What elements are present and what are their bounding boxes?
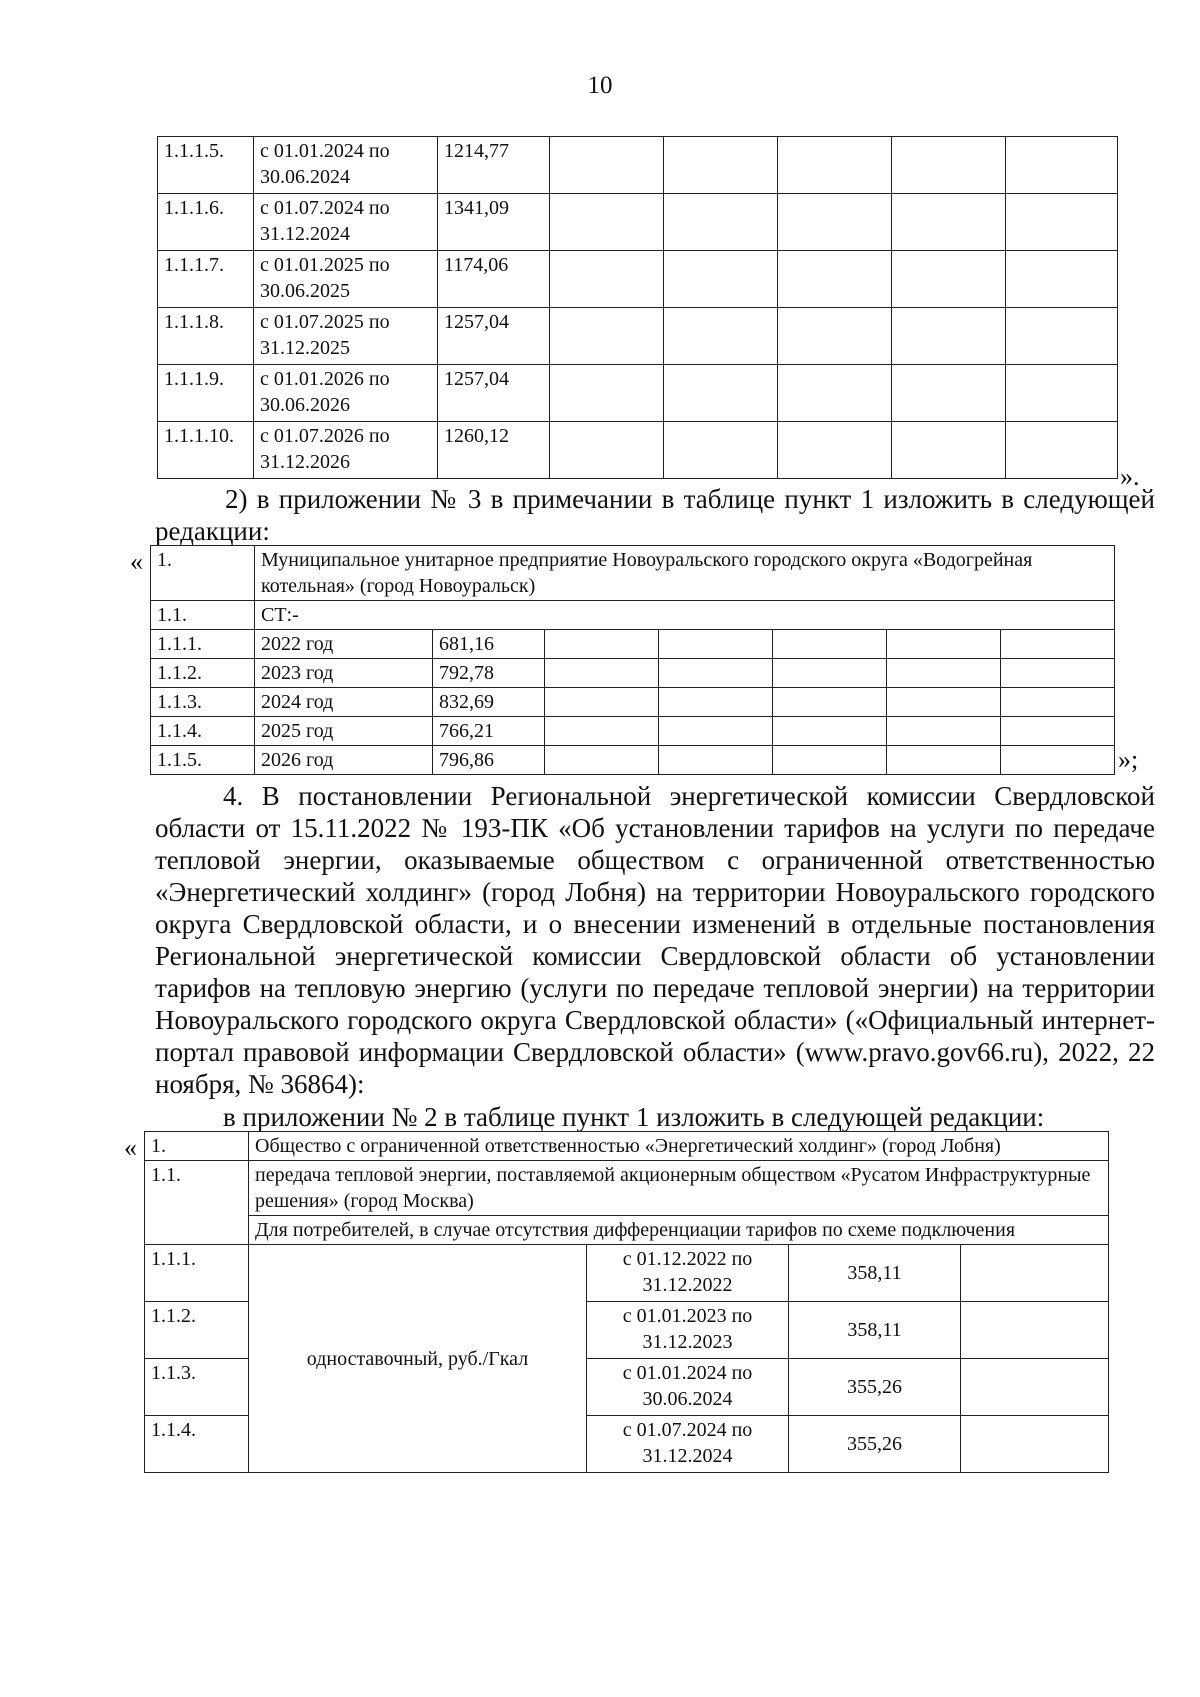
table-row: [151, 746, 1115, 775]
opening-quote-table2: «: [130, 547, 143, 576]
row-value: 766,21: [433, 717, 545, 746]
table-row: [158, 194, 1118, 251]
row-value: 792,78: [433, 659, 545, 688]
row-value: 358,11: [789, 1245, 961, 1302]
row-code: 1.1.1.5.: [158, 137, 254, 194]
header-code: 1.: [151, 546, 255, 601]
row-value: 358,11: [789, 1302, 961, 1359]
consumers-label: Для потребителей, в случае отсутствия дифференциации тарифов по схеме подключения: [249, 1216, 1109, 1245]
row-code: 1.1.2.: [151, 659, 255, 688]
row-period: с 01.01.2024 по 30.06.2024: [254, 137, 438, 194]
table-row: [151, 717, 1115, 746]
tariff-table-continued: [157, 136, 1118, 479]
row-value: 681,16: [433, 630, 545, 659]
table-row: [145, 1245, 1109, 1302]
row-period: с 01.01.2023 по 31.12.2023: [587, 1302, 789, 1359]
row-code: 1.1.3.: [145, 1359, 249, 1416]
row-value: 1257,04: [438, 365, 550, 422]
row-value: 1257,04: [438, 308, 550, 365]
page-number: 10: [587, 72, 613, 99]
row-period: с 01.12.2022 по 31.12.2022: [587, 1245, 789, 1302]
row-period: с 01.01.2025 по 30.06.2025: [254, 251, 438, 308]
row-code: 1.1.1.: [145, 1245, 249, 1302]
table-consumers-row: [145, 1216, 1109, 1245]
row-period: с 01.07.2026 по 31.12.2026: [254, 422, 438, 479]
table-subheader-row: [145, 1161, 1109, 1216]
rate-label: одноставочный, руб./Гкал: [249, 1245, 587, 1473]
row-period: с 01.01.2024 по 30.06.2024: [587, 1359, 789, 1416]
row-year: 2023 год: [255, 659, 433, 688]
opening-quote-table3: «: [124, 1133, 137, 1162]
row-value: 355,26: [789, 1416, 961, 1473]
table-row: [151, 688, 1115, 717]
closing-quote-table1: ».: [1120, 462, 1140, 491]
row-code: 1.1.1.9.: [158, 365, 254, 422]
header-code: 1.: [145, 1132, 249, 1161]
row-code: 1.1.1.7.: [158, 251, 254, 308]
closing-quote-table2: »;: [1118, 745, 1139, 774]
row-code: 1.1.4.: [151, 717, 255, 746]
row-year: 2026 год: [255, 746, 433, 775]
row-year: 2024 год: [255, 688, 433, 717]
table-row: [151, 659, 1115, 688]
header-organization: Общество с ограниченной ответственностью «Энергетический холдинг» (город Лобня): [249, 1132, 1109, 1161]
table-row: [158, 308, 1118, 365]
sub-label: передача тепловой энергии, поставляемой акционерным обществом «Русатом Инфраструктурные решения» (город Москва): [249, 1161, 1109, 1216]
sub-code: 1.1.: [151, 601, 255, 630]
row-value: 1260,12: [438, 422, 550, 479]
row-code: 1.1.1.8.: [158, 308, 254, 365]
row-code: 1.1.1.10.: [158, 422, 254, 479]
header-organization: Муниципальное унитарное предприятие Новоуральского городского округа «Водогрейная котельная» (город Новоуральск): [255, 546, 1115, 601]
paragraph-4: 4. В постановлении Региональной энергетической комиссии Свердловской области от 15.11.2022 № 193-ПК «Об установлении тарифов на услуги по передаче тепловой энергии, оказываемые обществом с ограниченной ответственностью «Энергетический холдинг» (город Лобня) на территории Новоуральского городского округа Свердловской области, и о внесении изменений в отдельные постановления Региональной энергетической комиссии Свердловской области об установлении тарифов на тепловую энергию (услуги по передаче тепловой энергии) на территории Новоуральского городского округа Свердловской области» («Официальный интернет-портал правовой информации Свердловской области» (www.pravo.gov66.ru), 2022, 22 ноября, № 36864):: [155, 781, 1155, 1099]
row-period: с 01.07.2025 по 31.12.2025: [254, 308, 438, 365]
row-period: с 01.07.2024 по 31.12.2024: [254, 194, 438, 251]
table-header-row: [145, 1132, 1109, 1161]
row-code: 1.1.5.: [151, 746, 255, 775]
table-subheader-row: [151, 601, 1115, 630]
row-period: с 01.07.2024 по 31.12.2024: [587, 1416, 789, 1473]
paragraph-2: 2) в приложении № 3 в примечании в таблице пункт 1 изложить в следующей редакции:: [155, 484, 1155, 546]
table-row: [158, 137, 1118, 194]
row-value: 1214,77: [438, 137, 550, 194]
table-row: [151, 630, 1115, 659]
row-code: 1.1.1.6.: [158, 194, 254, 251]
sub-label: СТ:-: [255, 601, 1115, 630]
sub-code: 1.1.: [145, 1161, 249, 1245]
row-year: 2025 год: [255, 717, 433, 746]
row-value: 832,69: [433, 688, 545, 717]
row-value: 1341,09: [438, 194, 550, 251]
row-period: с 01.01.2026 по 30.06.2026: [254, 365, 438, 422]
row-code: 1.1.2.: [145, 1302, 249, 1359]
row-code: 1.1.3.: [151, 688, 255, 717]
table-header-row: [151, 546, 1115, 601]
row-value: 1174,06: [438, 251, 550, 308]
table-row: [158, 422, 1118, 479]
transfer-tariff-table: [144, 1131, 1109, 1473]
table-row: [158, 251, 1118, 308]
row-year: 2022 год: [255, 630, 433, 659]
row-code: 1.1.1.: [151, 630, 255, 659]
boiler-tariff-table: [150, 545, 1115, 775]
row-value: 796,86: [433, 746, 545, 775]
paragraph-5: в приложении № 2 в таблице пункт 1 изложить в следующей редакции:: [223, 1102, 1045, 1132]
row-code: 1.1.4.: [145, 1416, 249, 1473]
table-row: [158, 365, 1118, 422]
row-value: 355,26: [789, 1359, 961, 1416]
